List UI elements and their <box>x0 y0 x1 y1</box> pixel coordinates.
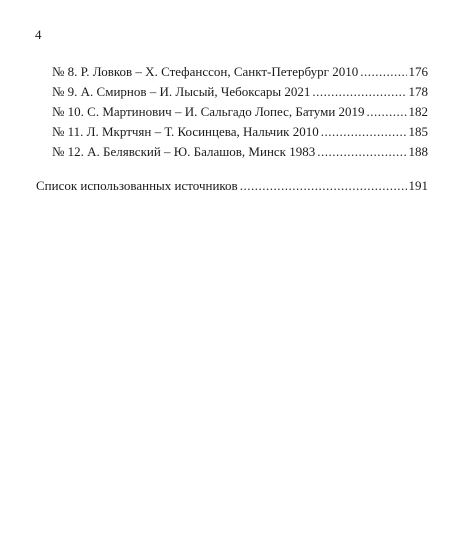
toc-entry[interactable] <box>36 142 428 162</box>
section-gap <box>36 162 428 176</box>
toc-entry-title: № 9. А. Смирнов – И. Лысый, Чебоксары 2021 <box>52 84 311 99</box>
toc-entry-page: 182 <box>408 104 428 119</box>
dot-leader <box>360 62 406 82</box>
toc-entry-page: 185 <box>408 124 428 139</box>
toc-entry-title: № 12. А. Белявский – Ю. Балашов, Минск 1983 <box>52 144 316 159</box>
toc-entry-page: 176 <box>408 64 428 79</box>
dot-leader <box>240 176 407 196</box>
toc-entry[interactable] <box>36 62 428 82</box>
toc-entry[interactable] <box>36 102 428 122</box>
toc-entry-page: 188 <box>408 144 428 159</box>
toc-entry-title: № 8. Р. Ловков – Х. Стефанссон, Санкт-Петербург 2010 <box>52 64 359 79</box>
table-of-contents <box>36 62 428 196</box>
page-number: 4 <box>35 27 42 42</box>
toc-entry[interactable] <box>36 122 428 142</box>
toc-entry-title: № 11. Л. Мкртчян – Т. Косинцева, Нальчик 2010 <box>52 124 319 139</box>
dot-leader <box>367 102 407 122</box>
toc-entry-title: Список использованных источников <box>36 178 238 193</box>
toc-entry-page: 191 <box>408 178 428 193</box>
toc-entry-page: 178 <box>408 84 428 99</box>
dot-leader <box>312 82 406 102</box>
toc-entry-sources[interactable] <box>36 176 428 196</box>
dot-leader <box>321 122 407 142</box>
dot-leader <box>317 142 406 162</box>
toc-entry[interactable] <box>36 82 428 102</box>
toc-entry-title: № 10. С. Мартинович – И. Сальгадо Лопес, Батуми 2019 <box>52 104 365 119</box>
